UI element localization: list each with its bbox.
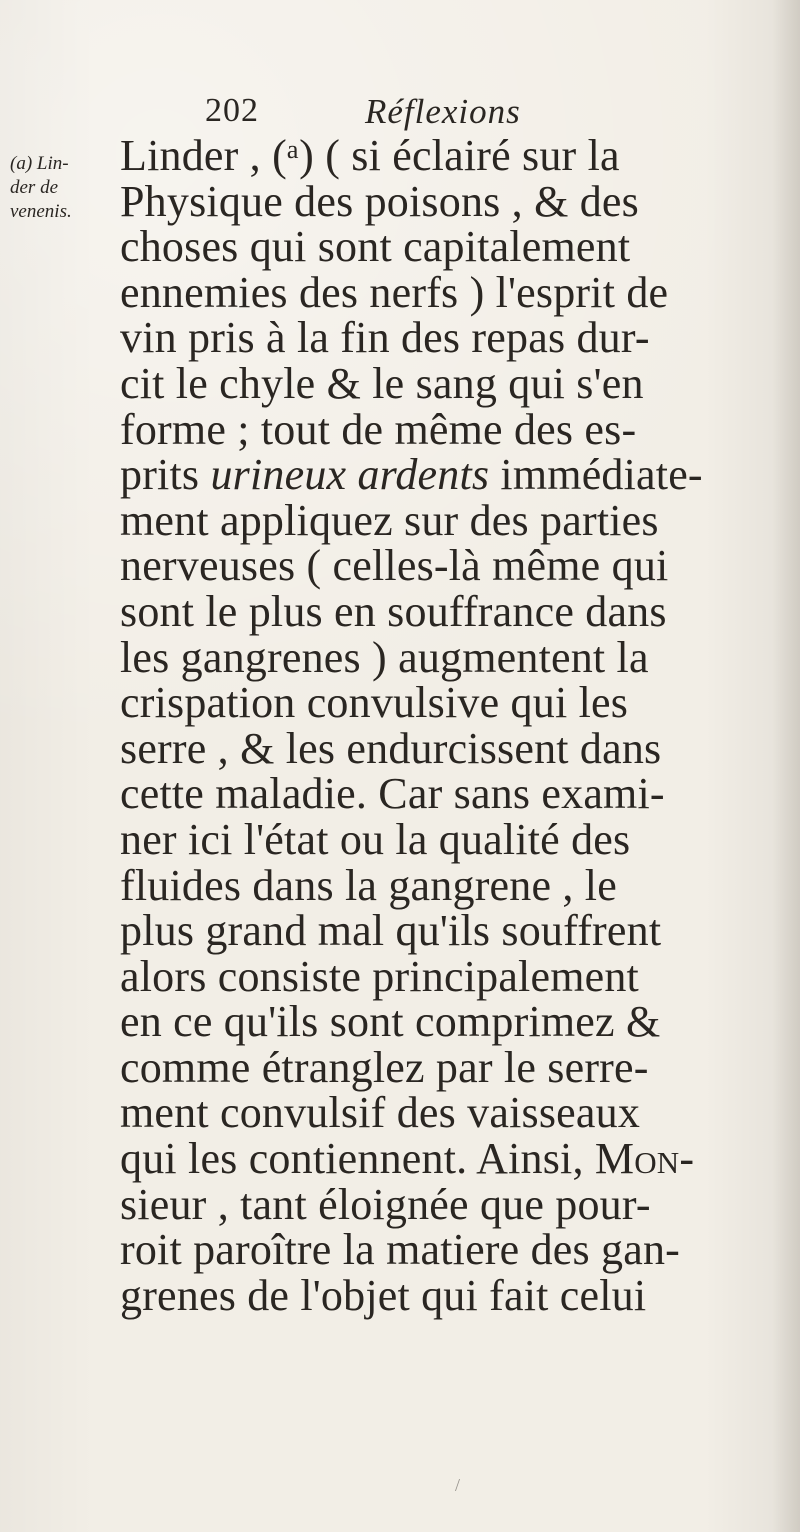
- text-line-with-italic: [120, 452, 770, 498]
- text-line: crispation convulsive qui les: [120, 678, 629, 728]
- text-line: Physique des poisons , & des: [120, 176, 639, 226]
- text-line: cit le chyle & le sang qui s'en: [120, 358, 644, 408]
- text-line: Linder , (ᵃ) ( si éclairé sur la: [120, 131, 620, 180]
- text-line: comme étranglez par le serre-: [120, 1042, 649, 1092]
- text-line: choses qui sont capitalement: [120, 222, 631, 272]
- text-line: en ce qu'ils sont comprimez &: [120, 997, 661, 1047]
- text-segment: prits: [120, 450, 211, 500]
- text-line: roit paroître la matiere des gan-: [120, 1225, 681, 1275]
- text-line: ennemies des nerfs ) l'esprit de: [120, 267, 669, 317]
- text-line: nerveuses ( celles-là même qui: [120, 541, 669, 591]
- text-line: ment appliquez sur des parties: [120, 495, 659, 545]
- running-title: Réflexions: [365, 92, 521, 131]
- text-line: vin pris à la fin des repas dur-: [120, 313, 650, 363]
- text-line: serre , & les endurcissent dans: [120, 723, 662, 773]
- page-number: 202: [205, 92, 259, 129]
- page-edge-shadow: [772, 0, 800, 1532]
- text-line: sont le plus en souffrance dans: [120, 586, 667, 636]
- margin-note: (a) Lin- der de venenis.: [10, 153, 72, 222]
- text-line: plus grand mal qu'ils souffrent: [120, 906, 662, 956]
- text-line: ner ici l'état ou la qualité des: [120, 814, 631, 864]
- text-line-with-small-caps: [120, 1136, 770, 1182]
- footer-mark: /: [455, 1475, 461, 1495]
- text-segment: qui les contiennent. Ainsi,: [120, 1134, 595, 1184]
- text-line: ment convulsif des vaisseaux: [120, 1088, 641, 1138]
- text-line: forme ; tout de même des es-: [120, 404, 637, 454]
- text-line: alors consiste principalement: [120, 951, 639, 1001]
- text-line: sieur , tant éloignée que pour-: [120, 1179, 651, 1229]
- small-caps-word: Mon-: [594, 1134, 695, 1184]
- italic-phrase: urineux ardents: [210, 450, 490, 500]
- text-line: grenes de l'objet qui fait celui: [120, 1270, 647, 1320]
- text-line: cette maladie. Car sans exami-: [120, 769, 665, 819]
- text-segment: immédiate-: [489, 450, 703, 500]
- main-text: [120, 133, 770, 1318]
- page-header: [205, 92, 625, 132]
- text-line: fluides dans la gangrene , le: [120, 860, 617, 910]
- text-line: les gangrenes ) augmentent la: [120, 632, 649, 682]
